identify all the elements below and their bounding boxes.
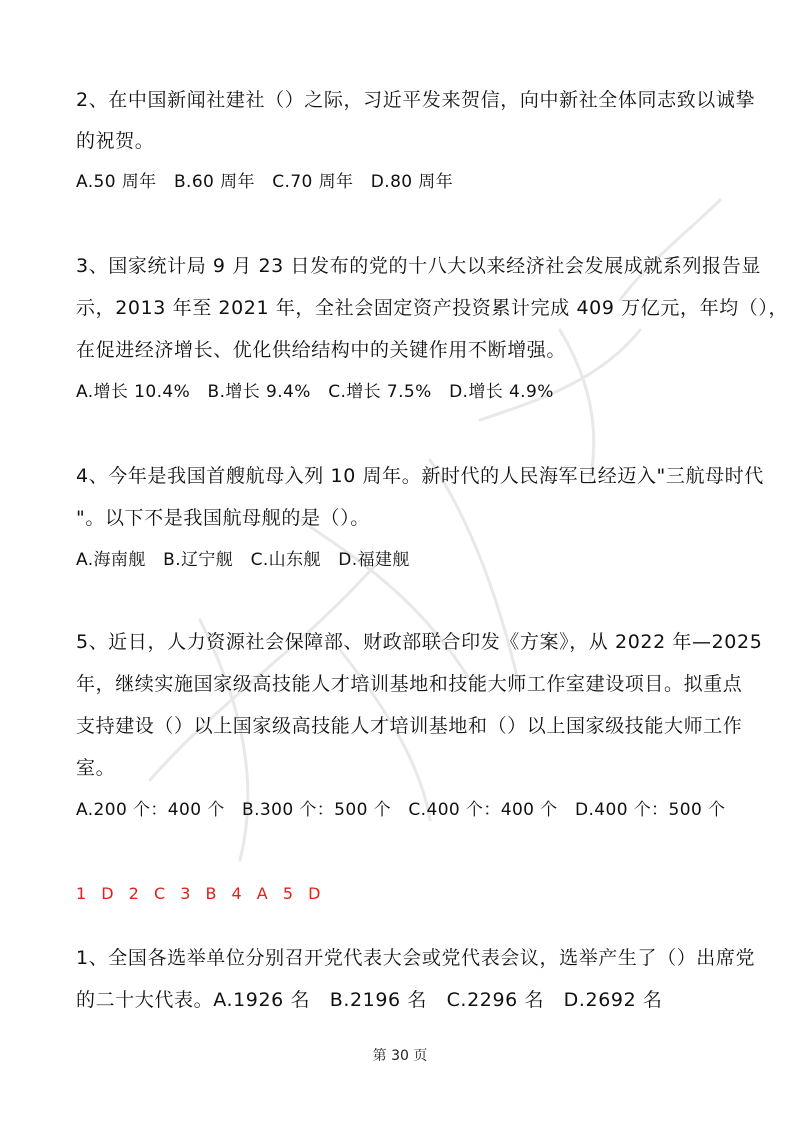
question-3-line-3: 在促进经济增长、优化供给结构中的关键作用不断增强。 (76, 339, 567, 361)
question-4-options: A.海南舰 B.辽宁舰 C.山东舰 D.福建舰 (76, 550, 410, 570)
question-2-line-1: 2、在中国新闻社建社（）之际，习近平发来贺信，向中新社全体同志致以诚挚 (76, 89, 756, 111)
question-5-line-4: 室。 (76, 757, 116, 779)
question-5-options: A.200 个：400 个 B.300 个：500 个 C.400 个：400 个 D.400 个：500 个 (76, 800, 726, 820)
question-3-line-2: 示，2013 年至 2021 年，全社会固定资产投资累计完成 409 万亿元，年均（）， (76, 297, 789, 319)
question-2-line-2: 的祝贺。 (76, 130, 155, 152)
question-4-line-1: 4、今年是我国首艘航母入列 10 周年。新时代的人民海军已经迈入"三航母时代 (76, 465, 764, 487)
next-question-line-2: 的二十大代表。A.1926 名 B.2196 名 C.2296 名 D.2692 名 (76, 989, 663, 1011)
question-5-line-2: 年，继续实施国家级高技能人才培训基地和技能大师工作室建设项目。拟重点 (76, 673, 743, 695)
page-number: 第 30 页 (372, 1048, 428, 1064)
question-3-line-1: 3、国家统计局 9 月 23 日发布的党的十八大以来经济社会发展成就系列报告显 (76, 255, 761, 277)
question-4-line-2: "。以下不是我国航母舰的是（）。 (76, 507, 370, 529)
answer-key: 1 D 2 C 3 B 4 A 5 D (76, 884, 326, 903)
question-3-options: A.增长 10.4% B.增长 9.4% C.增长 7.5% D.增长 4.9% (76, 382, 554, 402)
question-5-line-3: 支持建设（）以上国家级高技能人才培训基地和（）以上国家级技能大师工作 (76, 715, 743, 737)
question-5-line-1: 5、近日，人力资源社会保障部、财政部联合印发《方案》，从 2022 年—2025 (76, 631, 763, 653)
next-question-line-1: 1、全国各选举单位分别召开党代表大会或党代表会议，选举产生了（）出席党 (76, 947, 756, 969)
question-2-options: A.50 周年 B.60 周年 C.70 周年 D.80 周年 (76, 172, 454, 192)
